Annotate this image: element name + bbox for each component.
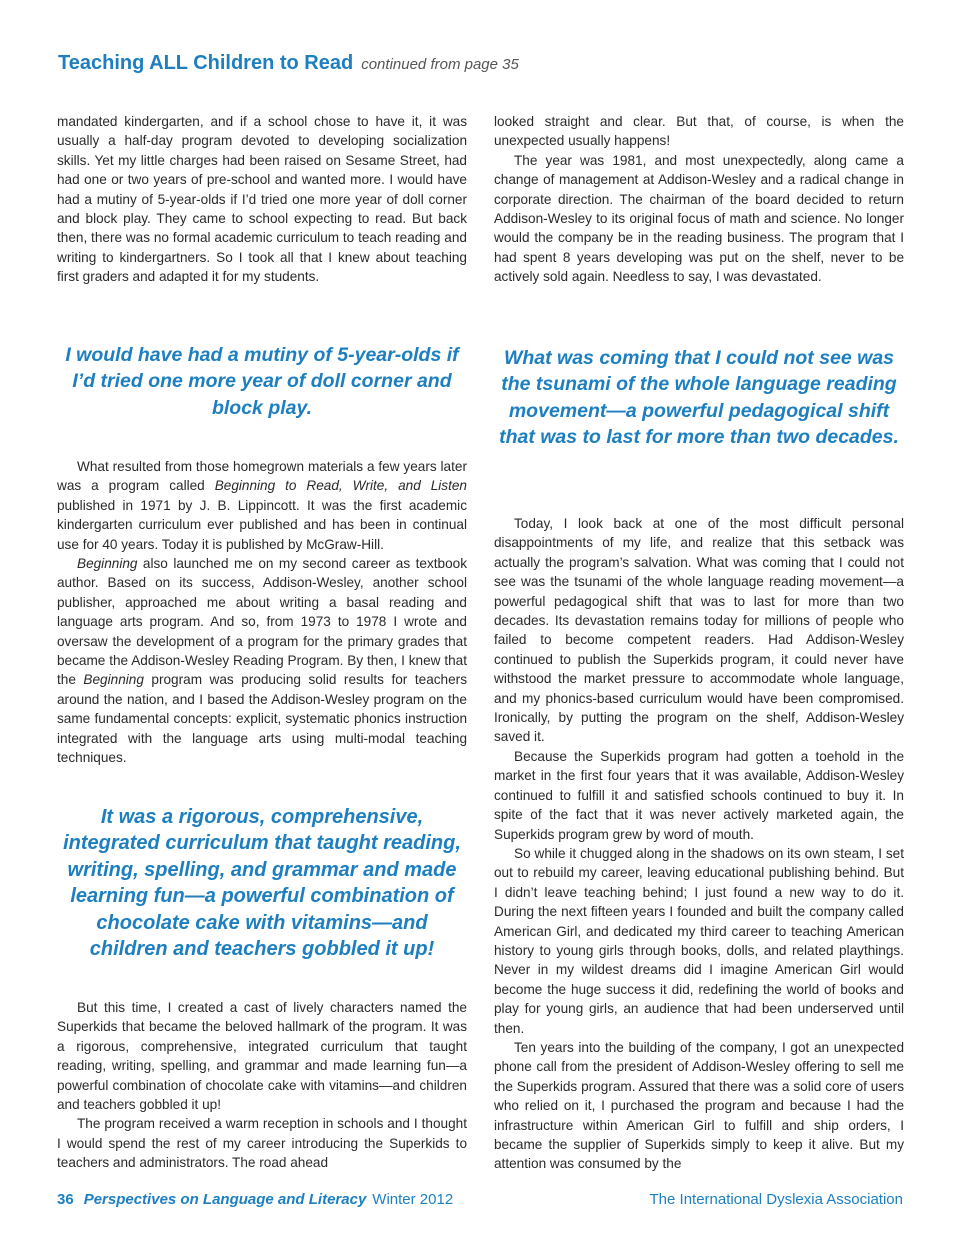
pull-quote-curriculum: It was a rigorous, comprehensive, integrated curriculum that taught reading, writing, spelling, and grammar and made learning fun—a powerful combination of chocolate cake with vitamins—and children and teachers gobbled it up!: [63, 806, 461, 961]
continued-note: continued from page 35: [361, 56, 519, 73]
right-column-top: [494, 112, 904, 287]
right-paragraph-2: The year was 1981, and most unexpectedly, along came a change of management at Addison-Wesley and a radical change in corporate direction. The chairman of the board decided to return Addison-Wesley to its original focus of math and science. No longer would the company be in the reading business. The program that I had spent 8 years developing was put on the shelf, never to be actively sold again. Needless to say, I was devastated.: [494, 152, 904, 285]
right-column-bottom: [494, 514, 904, 1174]
issue-season: Winter 2012: [372, 1191, 454, 1208]
publication-name: Perspectives on Language and Literacy: [83, 1191, 367, 1208]
book-title: Beginning: [77, 556, 138, 572]
book-title: Beginning to Read, Write, and Listen: [214, 478, 467, 494]
left-column-middle: [57, 457, 467, 768]
running-header: [58, 52, 519, 75]
pull-quote-tsunami: What was coming that I could not see was the tsunami of the whole language reading movement—a powerful pedagogical shift that was to last for more than two decades.: [499, 347, 899, 449]
left-paragraph-2: What resulted from those homegrown materials a few years later was a program called Beginning to Read, Write, and Listen published in 1971 by J. B. Lippincott. It was the first academic kindergarten curriculum ever published and has been in continual use for 40 years. Today it is published by McGraw-Hill.: [57, 459, 467, 552]
right-paragraph-4: Because the Superkids program had gotten a toehold in the market in the first four years that it was available, Addison-Wesley continued to fulfill it and satisfied schools continued to buy it. In spite of the fact that it was never actively marketed again, the Superkids program grew by word of mouth.: [494, 748, 904, 842]
left-column-top: [57, 112, 467, 287]
right-paragraph-1: looked straight and clear. But that, of course, is when the unexpected usually happens!: [494, 114, 904, 149]
right-paragraph-5: So while it chugged along in the shadows on its own steam, I set out to rebuild my career, leaving educational publishing behind. But I didn’t leave teaching behind; I just found a new way to do it. During the next fifteen years I founded and built the company called American Girl, and dedicated my third career to teaching American history to young girls through books, dolls, and related playthings. Never in my wildest dreams did I imagine American Girl would become the huge success it did, redefining the world of books and play for young girls, an audience that had been underserved until then.: [494, 845, 904, 1036]
right-paragraph-3: Today, I look back at one of the most difficult personal disappointments of my life, and realize that this setback was actually the program’s salvation. What was coming that I could not see was the tsunami of the whole language reading movement—a powerful pedagogical shift that was to last for more than two decades. Its devastation remains today for millions of people who failed to become competent readers. Had Addison-Wesley continued to publish the Superkids program, it could never have withstood the market pressure to accommodate whole language, and my phonics-based curriculum would have been compromised. Ironically, by putting the program on the shelf, Addison-Wesley saved it.: [494, 516, 904, 745]
book-title: Beginning: [83, 672, 144, 688]
left-paragraph-5: The program received a warm reception in schools and I thought I would spend the rest of my career introducing the Superkids to teachers and administrators. The road ahead: [57, 1116, 467, 1171]
page-footer: [57, 1191, 903, 1213]
left-column-bottom: [57, 998, 467, 1173]
article-title: Teaching ALL Children to Read: [58, 52, 354, 74]
organization-name: The International Dyslexia Association: [649, 1191, 903, 1208]
left-paragraph-3: Beginning also launched me on my second career as textbook author. Based on its success, Addison-Wesley, another school publisher, approached me about writing a basal reading and language arts program. And so, from 1973 to 1978 I wrote and oversaw the development of a program for the primary grades that became the Addison-Wesley Reading Program. By then, I knew that the Beginning program was producing solid results for teachers around the nation, and I based the Addison-Wesley program on the same fundamental concepts: explicit, systematic phonics instruction integrated with the language arts using multi-modal teaching techniques.: [57, 556, 467, 766]
left-paragraph-4: But this time, I created a cast of lively characters named the Superkids that became the beloved hallmark of the program. It was a rigorous, comprehensive, integrated curriculum that taught reading, writing, spelling, and grammar and made learning fun—a powerful combination of chocolate cake with vitamins—and children and teachers gobbled it up!: [57, 1000, 467, 1113]
left-paragraph-1: mandated kindergarten, and if a school chose to have it, it was usually a half-day program devoted to developing socialization skills. Yet my little charges had been raised on Sesame Street, had had one or two years of pre-school and wanted more. I would have had a mutiny of 5-year-olds if I’d tried one more year of doll corner and block play. They came to school expecting to read. But back then, there was no formal academic curriculum to teach reading and writing to kindergartners. So I took all that I knew about teaching first graders and adapted it for my students.: [57, 114, 467, 285]
page-number: 36: [57, 1191, 74, 1208]
right-paragraph-6: Ten years into the building of the company, I got an unexpected phone call from the president of Addison-Wesley offering to sell me the Superkids program. Assured that there was a solid core of users who relied on it, I purchased the program and because I had the infrastructure within American Girl to fulfill and ship orders, I became the supplier of Superkids simply to keep it alive. But my attention was consumed by the: [494, 1039, 904, 1172]
pull-quote-mutiny: I would have had a mutiny of 5-year-olds if I’d tried one more year of doll corner and block play.: [65, 344, 459, 419]
